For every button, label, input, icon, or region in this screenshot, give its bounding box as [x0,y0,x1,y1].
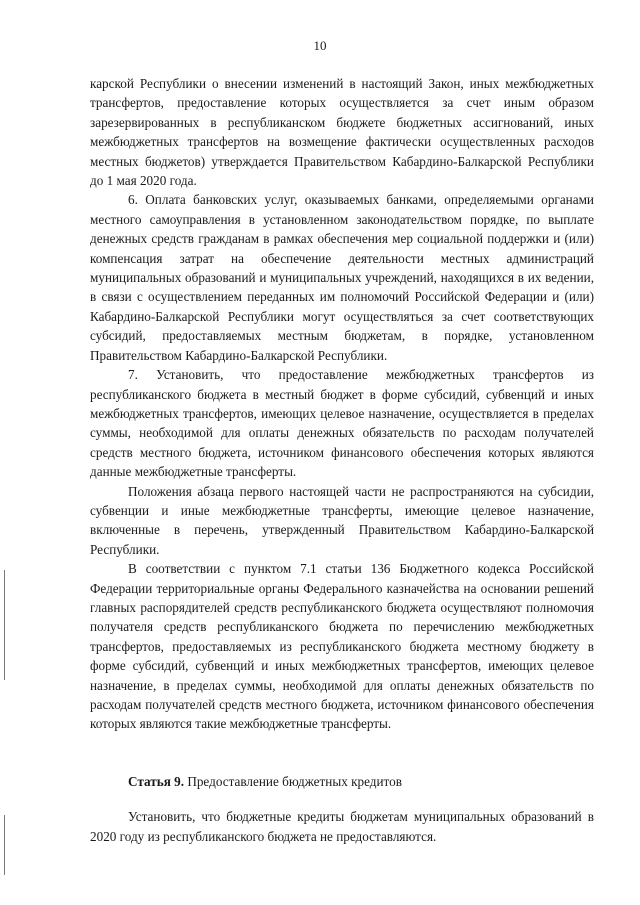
paragraph-item-7: 7. Установить, что предоставление межбюджетных трансфертов из республиканского бюджета в местный бюджет в форме субсидий, субвенций и иных межбюджетных трансфертов, имеющих целевое назначение, осуществляется в пределах суммы, необходимой для оплаты денежных обязательств по расходам получателей средств местного бюджета, источником финансового обеспечения которых являются данные межбюджетные трансферты. [90,367,594,480]
document-body [90,74,594,846]
margin-scan-mark-bottom [4,815,5,875]
paragraph-treasury: В соответствии с пунктом 7.1 статьи 136 Бюджетного кодекса Российской Федерации территориальные органы Федерального казначейства на основании решений главных распорядителей средств республиканского бюджета осуществляют полномочия получателя средств республиканского бюджета по перечислению межбюджетных трансфертов, предоставляемых из республиканского бюджета местному бюджету в форме субсидий, субвенций и иных межбюджетных трансфертов, имеющих целевое назначение, в пределах суммы, необходимой для оплаты денежных обязательств по расходам получателей средств местного бюджета, источником финансового обеспечения которых являются такие межбюджетные трансферты. [90,561,594,732]
article-heading [90,772,594,791]
paragraph-exception: Положения абзаца первого настоящей части не распространяются на субсидии, субвенции и иные межбюджетные трансферты, имеющие целевое назначение, включенные в перечень, утвержденный Правительством Кабардино-Балкарской Республики. [90,483,594,557]
article-title: Предоставление бюджетных кредитов [187,773,402,789]
margin-scan-mark-top [4,570,5,680]
article-body: Установить, что бюджетные кредиты бюджетам муниципальных образований в 2020 году из республиканского бюджета не предоставляются. [90,809,594,844]
page-number: 10 [313,38,327,53]
paragraph-continuation: карской Республики о внесении изменений в настоящий Закон, иных межбюджетных трансфертов, предоставление которых осуществляется за счет иным образом зарезервированных в республиканском бюджете бюджетных ассигнований, иных межбюджетных трансфертов на возмещение фактически осуществленных расходов местных бюджетов) утверждается Правительством Кабардино-Балкарской Республики до 1 мая 2020 года. [90,76,594,189]
paragraph-item-6: 6. Оплата банковских услуг, оказываемых банками, определяемыми органами местного самоуправления в установленном законодательством порядке, по выплате денежных средств гражданам в рамках обеспечения мер социальной поддержки и (или) компенсация затрат на обеспечение деятельности местных администраций муниципальных образований и муниципальных учреждений, находящихся в их ведении, в связи с осуществлением переданных им полномочий Российской Федерации и (или) Кабардино-Балкарской Республики могут осуществляться за счет соответствующих субсидий, предоставляемых местным бюджетам, в порядке, установленном Правительством Кабардино-Балкарской Республики. [90,192,594,363]
article-number: Статья 9. [128,773,185,789]
